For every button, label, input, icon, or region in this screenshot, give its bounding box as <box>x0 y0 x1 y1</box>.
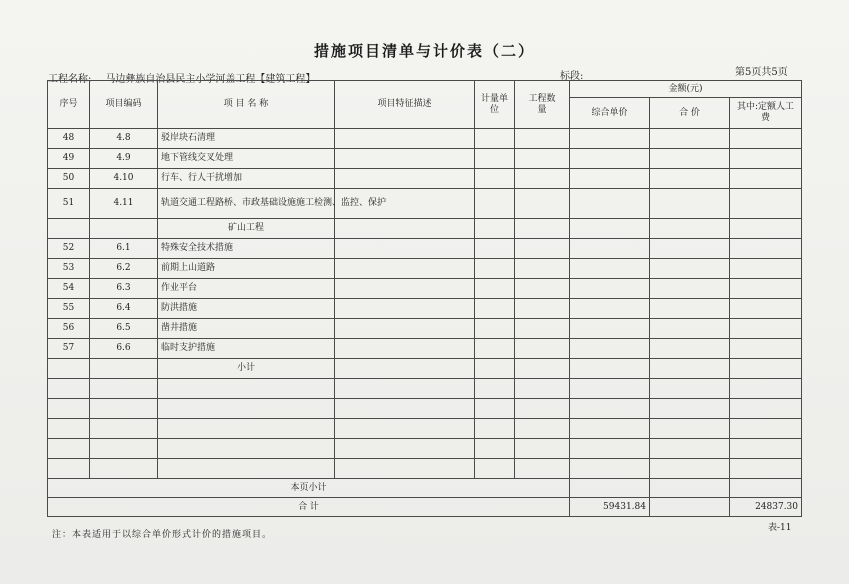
table-row <box>48 279 802 299</box>
table-row <box>48 189 802 219</box>
table-row <box>48 359 802 379</box>
row-name: 地下管线交叉处理 <box>158 149 335 169</box>
row-code: 4.9 <box>90 149 158 169</box>
blank-row <box>48 379 802 399</box>
blank-cell <box>570 379 650 399</box>
row-seq <box>48 359 90 379</box>
blank-cell <box>570 439 650 459</box>
row-name: 前期上山道路 <box>158 259 335 279</box>
header-qty: 工程数量 <box>515 81 570 129</box>
row-empty-cell <box>730 169 802 189</box>
row-empty-cell <box>570 169 650 189</box>
header-labor: 其中:定额人工费 <box>730 98 802 129</box>
header-amount-group: 金额(元) <box>570 81 802 98</box>
row-empty-cell <box>650 129 730 149</box>
table-row <box>48 319 802 339</box>
row-seq: 51 <box>48 189 90 219</box>
row-empty-cell <box>570 339 650 359</box>
blank-cell <box>158 379 335 399</box>
row-name: 行车、行人干扰增加 <box>158 169 335 189</box>
row-code: 6.2 <box>90 259 158 279</box>
page-subtotal-row <box>48 479 802 498</box>
blank-cell <box>48 419 90 439</box>
row-empty-cell <box>570 279 650 299</box>
row-empty-cell <box>475 149 515 169</box>
blank-cell <box>570 459 650 479</box>
row-empty-cell <box>335 149 475 169</box>
project-name: 马边彝族自治县民主小学河盖工程【建筑工程】 <box>105 74 316 85</box>
table-row <box>48 339 802 359</box>
header-total: 合 价 <box>650 98 730 129</box>
row-empty-cell <box>570 129 650 149</box>
row-empty-cell <box>475 129 515 149</box>
blank-cell <box>335 459 475 479</box>
row-empty-cell <box>335 299 475 319</box>
blank-row <box>48 419 802 439</box>
row-empty-cell <box>730 219 802 239</box>
row-empty-cell <box>650 359 730 379</box>
blank-row <box>48 399 802 419</box>
blank-cell <box>335 379 475 399</box>
row-empty-cell <box>515 279 570 299</box>
blank-cell <box>475 399 515 419</box>
row-empty-cell <box>730 299 802 319</box>
row-seq: 55 <box>48 299 90 319</box>
blank-cell <box>48 379 90 399</box>
row-empty-cell <box>650 339 730 359</box>
row-name: 矿山工程 <box>158 219 335 239</box>
row-empty-cell <box>730 239 802 259</box>
row-seq: 52 <box>48 239 90 259</box>
row-empty-cell <box>335 219 475 239</box>
row-empty-cell <box>515 189 570 219</box>
row-empty-cell <box>335 129 475 149</box>
header-unit-price: 综合单价 <box>570 98 650 129</box>
row-code: 6.5 <box>90 319 158 339</box>
table-row <box>48 149 802 169</box>
blank-cell <box>515 419 570 439</box>
blank-cell <box>650 379 730 399</box>
blank-cell <box>515 379 570 399</box>
row-empty-cell <box>730 129 802 149</box>
row-empty-cell <box>515 299 570 319</box>
row-code <box>90 359 158 379</box>
row-empty-cell <box>335 359 475 379</box>
row-empty-cell <box>650 319 730 339</box>
page-title: 措施项目清单与计价表（二） <box>313 42 535 60</box>
row-seq <box>48 219 90 239</box>
blank-cell <box>515 439 570 459</box>
header-unit: 计量单位 <box>475 81 515 129</box>
table-row <box>48 239 802 259</box>
blank-cell <box>90 399 158 419</box>
blank-cell <box>158 399 335 419</box>
row-seq: 50 <box>48 169 90 189</box>
table-row <box>48 219 802 239</box>
row-empty-cell <box>335 339 475 359</box>
blank-cell <box>730 459 802 479</box>
blank-cell <box>650 459 730 479</box>
measures-table <box>47 80 802 517</box>
row-empty-cell <box>570 239 650 259</box>
blank-cell <box>48 459 90 479</box>
row-empty-cell <box>730 259 802 279</box>
row-empty-cell <box>515 319 570 339</box>
row-empty-cell <box>475 259 515 279</box>
row-empty-cell <box>475 299 515 319</box>
row-empty-cell <box>515 259 570 279</box>
blank-cell <box>650 399 730 419</box>
blank-cell <box>90 419 158 439</box>
row-empty-cell <box>335 239 475 259</box>
table-row <box>48 169 802 189</box>
blank-cell <box>335 419 475 439</box>
blank-row <box>48 439 802 459</box>
row-empty-cell <box>335 279 475 299</box>
blank-cell <box>650 439 730 459</box>
subtotal-cell <box>650 479 730 498</box>
blank-cell <box>335 399 475 419</box>
table-row <box>48 129 802 149</box>
row-empty-cell <box>515 149 570 169</box>
row-name: 驳岸块石清理 <box>158 129 335 149</box>
blank-cell <box>730 439 802 459</box>
total-amount: 59431.84 <box>570 498 650 517</box>
blank-cell <box>48 439 90 459</box>
row-empty-cell <box>475 189 515 219</box>
row-seq: 48 <box>48 129 90 149</box>
project-label: 工程名称: <box>48 74 92 85</box>
header-seq: 序号 <box>48 81 90 129</box>
header-name: 项 目 名 称 <box>158 81 335 129</box>
row-name: 凿井措施 <box>158 319 335 339</box>
blank-row <box>48 459 802 479</box>
row-empty-cell <box>515 169 570 189</box>
row-code: 6.6 <box>90 339 158 359</box>
blank-cell <box>90 379 158 399</box>
row-empty-cell <box>650 149 730 169</box>
blank-cell <box>475 459 515 479</box>
blank-cell <box>570 419 650 439</box>
row-empty-cell <box>335 169 475 189</box>
row-name: 临时支护措施 <box>158 339 335 359</box>
total-label: 合 计 <box>48 498 570 517</box>
row-empty-cell <box>515 129 570 149</box>
total-unit-price-empty <box>650 498 730 517</box>
total-labor: 24837.30 <box>730 498 802 517</box>
row-code: 4.10 <box>90 169 158 189</box>
row-empty-cell <box>570 149 650 169</box>
row-empty-cell <box>650 219 730 239</box>
row-name: 小计 <box>158 359 335 379</box>
row-empty-cell <box>475 359 515 379</box>
blank-cell <box>730 419 802 439</box>
row-empty-cell <box>650 169 730 189</box>
row-empty-cell <box>730 339 802 359</box>
blank-cell <box>515 459 570 479</box>
row-empty-cell <box>570 299 650 319</box>
page-info: 第5页共5页 <box>735 67 788 78</box>
row-code: 6.4 <box>90 299 158 319</box>
blank-cell <box>515 399 570 419</box>
footnote: 注：本表适用于以综合单价形式计价的措施项目。 <box>52 530 273 540</box>
row-empty-cell <box>515 339 570 359</box>
row-empty-cell <box>730 319 802 339</box>
blank-cell <box>90 459 158 479</box>
row-empty-cell <box>475 319 515 339</box>
row-empty-cell <box>730 189 802 219</box>
row-empty-cell <box>475 239 515 259</box>
row-code: 6.3 <box>90 279 158 299</box>
blank-cell <box>475 419 515 439</box>
row-name: 特殊安全技术措施 <box>158 239 335 259</box>
row-seq: 56 <box>48 319 90 339</box>
row-empty-cell <box>650 259 730 279</box>
row-code: 4.11 <box>90 189 158 219</box>
row-empty-cell <box>570 219 650 239</box>
total-row <box>48 498 802 517</box>
row-empty-cell <box>475 219 515 239</box>
row-empty-cell <box>570 259 650 279</box>
row-code: 4.8 <box>90 129 158 149</box>
blank-cell <box>570 399 650 419</box>
row-empty-cell <box>515 239 570 259</box>
bid-section-label: 标段: <box>560 71 584 82</box>
form-number: 表-11 <box>768 523 792 533</box>
row-empty-cell <box>570 189 650 219</box>
row-empty-cell <box>335 319 475 339</box>
row-code <box>90 219 158 239</box>
blank-cell <box>475 379 515 399</box>
row-empty-cell <box>515 359 570 379</box>
subtotal-cell <box>730 479 802 498</box>
subtotal-cell <box>570 479 650 498</box>
blank-cell <box>158 439 335 459</box>
row-empty-cell <box>730 279 802 299</box>
blank-cell <box>730 379 802 399</box>
row-empty-cell <box>515 219 570 239</box>
header-code: 项目编码 <box>90 81 158 129</box>
row-empty-cell <box>570 359 650 379</box>
row-empty-cell <box>475 279 515 299</box>
row-empty-cell <box>335 259 475 279</box>
row-seq: 49 <box>48 149 90 169</box>
blank-cell <box>158 459 335 479</box>
row-name: 防洪措施 <box>158 299 335 319</box>
blank-cell <box>475 439 515 459</box>
row-name: 轨道交通工程路桥、市政基础设施施工检测、监控、保护 <box>158 189 335 219</box>
blank-cell <box>158 419 335 439</box>
header-feature: 项目特征描述 <box>335 81 475 129</box>
blank-cell <box>335 439 475 459</box>
row-empty-cell <box>650 239 730 259</box>
blank-cell <box>48 399 90 419</box>
row-empty-cell <box>475 339 515 359</box>
row-code: 6.1 <box>90 239 158 259</box>
row-seq: 57 <box>48 339 90 359</box>
table-row <box>48 259 802 279</box>
blank-cell <box>730 399 802 419</box>
row-empty-cell <box>650 279 730 299</box>
row-empty-cell <box>730 359 802 379</box>
row-seq: 54 <box>48 279 90 299</box>
page-subtotal-label: 本页小计 <box>48 479 570 498</box>
row-empty-cell <box>650 189 730 219</box>
row-name: 作业平台 <box>158 279 335 299</box>
row-empty-cell <box>650 299 730 319</box>
row-empty-cell <box>570 319 650 339</box>
blank-cell <box>90 439 158 459</box>
row-seq: 53 <box>48 259 90 279</box>
blank-cell <box>650 419 730 439</box>
row-empty-cell <box>730 149 802 169</box>
table-row <box>48 299 802 319</box>
row-empty-cell <box>475 169 515 189</box>
